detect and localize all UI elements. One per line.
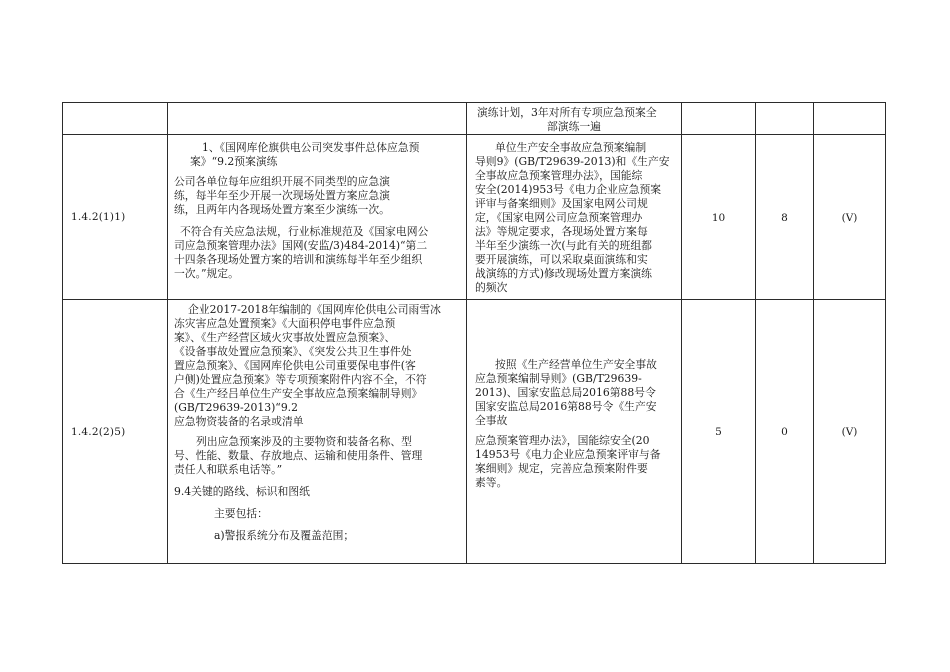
issue-line: 公司各单位每年应组织开展不同类型的应急演 (174, 175, 390, 188)
issue-line: 责任人和联系电话等。” (174, 463, 283, 476)
issue-line: 合《生产经吕单位生产安全事故应急预案编制导则》 (174, 387, 423, 400)
issue-line: 不符合有关应急法规，行业标准规范及《国家电网公 (180, 225, 429, 238)
score-cell (814, 135, 886, 300)
issue-cell (168, 103, 467, 135)
issue-line: 应急物资装备的名录或清单 (174, 415, 304, 428)
issue-line: 列出应急预案涉及的主要物资和装备名称、型 (196, 435, 412, 448)
item-code: 1.4.2(1)1) (71, 211, 126, 223)
basis-line: 导则9》(GB/T29639-2013)和《生产安 (475, 155, 670, 168)
audit-table (62, 102, 886, 564)
table-row (63, 300, 886, 564)
score-value: 0 (781, 426, 788, 438)
basis-line: 部演练一遍 (547, 120, 601, 133)
issue-line: 十四条各现场处置方案的培训和演练每半年至少组织 (174, 253, 423, 266)
basis-line: 按照《生产经营单位生产安全事故 (495, 358, 657, 371)
basis-cell (467, 103, 682, 135)
table-row (63, 135, 886, 300)
issue-line: 企业2017-2018年编制的《国网库伦供电公司雨雪冰 (188, 303, 441, 316)
issue-line: 主要包括： (214, 507, 268, 520)
basis-line: 2013)、国家安监总局2016第88号令 (475, 386, 656, 399)
issue-line: (GB/T29639-2013)“9.2 (174, 401, 298, 414)
basis-line: 应急预案管理办法》，国能综安全(20 (475, 434, 650, 447)
basis-line: 素等。 (475, 476, 508, 489)
basis-line: 法》等规定要求，各现场处置方案每 (475, 225, 648, 238)
issue-line: 司应急预案管理办法》国网(安监/3)484-2014)“第二 (174, 239, 428, 252)
score-cell (756, 103, 814, 135)
issue-cell (168, 300, 467, 564)
score-value: 8 (781, 211, 788, 224)
item-code: 1.4.2(2)5) (71, 425, 126, 438)
code-cell (63, 103, 168, 135)
issue-line: 一次。”规定。 (174, 267, 239, 280)
score-cell (814, 103, 886, 135)
basis-line: 定，《国家电网公司应急预案管理办 (475, 211, 643, 224)
basis-line: 单位生产安全事故应急预案编制 (495, 141, 647, 154)
score-mark: (V) (841, 211, 858, 224)
issue-line: 9.4关键的路线、标识和图纸 (174, 485, 310, 498)
basis-line: 的频次 (475, 281, 508, 294)
score-cell (682, 135, 756, 300)
basis-line: 全事故 (475, 414, 508, 427)
issue-line: 练，每半年至少开展一次现场处置方案应急演 (174, 189, 390, 202)
basis-cell (467, 135, 682, 300)
score-value: 5 (715, 426, 722, 438)
score-cell (682, 103, 756, 135)
score-cell (756, 135, 814, 300)
issue-line: 《设备事故处置应急预案》、《突发公共卫生事件处 (174, 345, 412, 358)
basis-line: 战演练的方式)修改现场处置方案演练 (475, 267, 652, 280)
basis-line: 国家安监总局2016第88号令《生产安 (475, 400, 657, 413)
issue-line: a)警报系统分布及覆盖范围； (214, 529, 355, 542)
basis-line: 全事故应急预案管理办法》，国能综 (475, 169, 643, 182)
code-cell (63, 135, 168, 300)
issue-line: 置应急预案》、《国网库伦供电公司重要保电事件(客 (174, 359, 416, 372)
issue-line: 1、《国网库伦旗供电公司突发事件总体应急预 (202, 141, 420, 154)
table-row (63, 103, 886, 135)
basis-line: 要开展演练，可以采取桌面演练和实 (475, 253, 648, 266)
score-cell (756, 300, 814, 564)
basis-cell (467, 300, 682, 564)
issue-line: 户侧)处置应急预案》等专项预案附件内容不全，不符 (174, 373, 427, 386)
issue-line: 冻灾害应急处置预案》《大面积停电事件应急预 (174, 317, 396, 330)
score-cell (814, 300, 886, 564)
basis-line: 14953号《电力企业应急预案评审与备 (475, 448, 661, 461)
issue-cell (168, 135, 467, 300)
basis-line: 应急预案编制导则》(GB/T29639- (475, 372, 642, 385)
score-value: 10 (711, 211, 726, 224)
basis-line: 半年至少演练一次(与此有关的班组都 (475, 239, 652, 252)
basis-line: 评审与备案细则》及国家电网公司规 (475, 197, 648, 210)
basis-line: 演练计划，3年对所有专项应急预案全 (477, 106, 657, 119)
code-cell (63, 300, 168, 564)
basis-line: 案细则》规定，完善应急预案附件要 (475, 462, 648, 475)
issue-line: 案》、《生产经营区域火灾事故处置应急预案》、 (174, 331, 396, 344)
score-mark: (V) (841, 426, 858, 438)
issue-line: 练，且两年内各现场处置方案至少演练一次。 (174, 203, 390, 216)
issue-line: 案》“9.2预案演练 (190, 155, 278, 168)
basis-line: 安全(2014)953号《电力企业应急预案 (475, 183, 662, 196)
score-cell (682, 300, 756, 564)
issue-line: 号、性能、数量、存放地点、运输和使用条件、管理 (174, 449, 423, 462)
